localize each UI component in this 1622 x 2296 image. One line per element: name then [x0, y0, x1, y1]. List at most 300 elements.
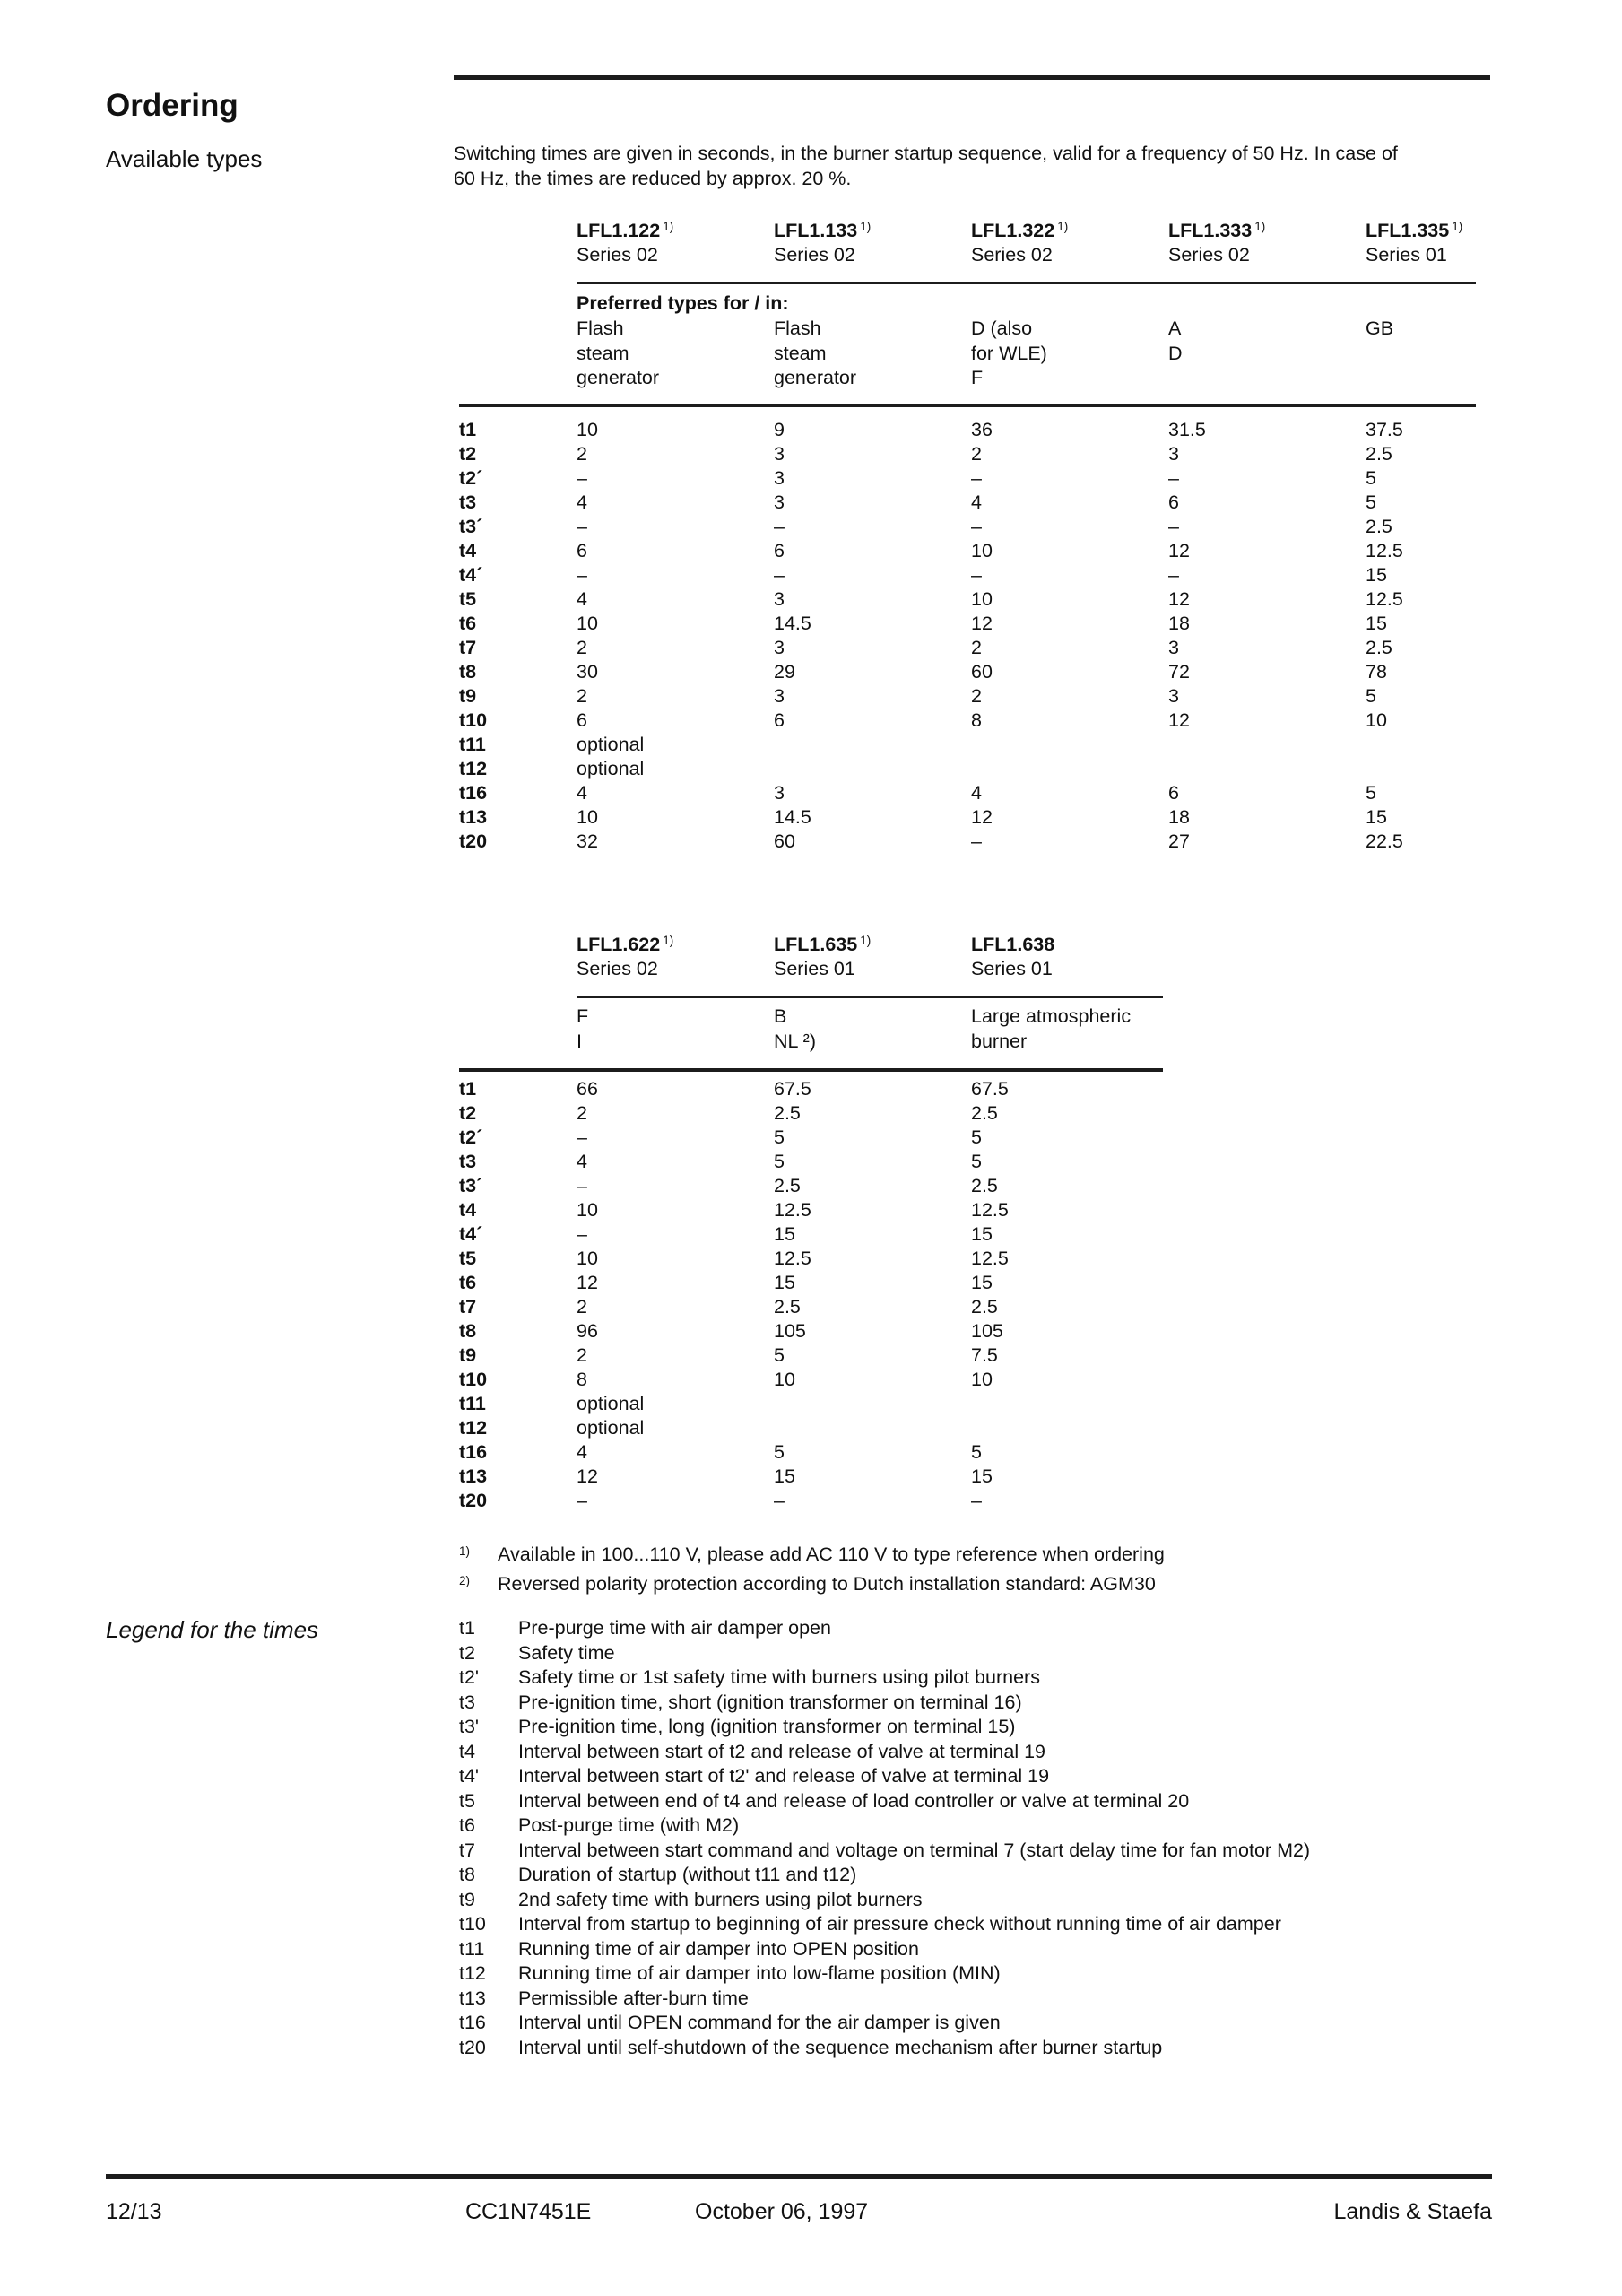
footer-document-reference: CC1N7451E — [465, 2199, 592, 2224]
table-row — [459, 709, 1589, 733]
cell-value: – — [577, 1490, 587, 1511]
cell-value: 3 — [774, 443, 785, 465]
preferred-types-cell — [1168, 317, 1366, 391]
cell-value: 2.5 — [774, 1296, 801, 1318]
preferred-line: F — [577, 1005, 589, 1027]
series-label: Series 02 — [577, 958, 658, 979]
series-label: Series 01 — [774, 958, 855, 979]
cell-value — [1168, 757, 1366, 781]
legend-item — [459, 1961, 1616, 1987]
table-row — [459, 612, 1589, 636]
cell-value: 12.5 — [971, 1248, 1009, 1269]
cell-value: 10 — [971, 588, 993, 610]
table-row — [459, 660, 1589, 684]
table-row — [459, 1368, 1589, 1392]
legend-text: Interval until self-shutdown of the sequence mechanism after burner startup — [518, 2036, 1163, 2058]
cell-value: 15 — [1366, 564, 1387, 586]
cell-value: 15 — [971, 1465, 993, 1487]
table-row — [459, 636, 1589, 660]
cell-value: 3 — [1168, 685, 1179, 707]
series-label: Series 01 — [971, 958, 1053, 979]
column-header — [971, 933, 1168, 959]
legend-text: Duration of startup (without t11 and t12) — [518, 1864, 857, 1885]
row-label: t11 — [459, 1393, 486, 1414]
preferred-line: I — [577, 1030, 582, 1052]
cell-value: 15 — [774, 1272, 795, 1293]
cell-value: 5 — [971, 1151, 982, 1172]
cell-value: 3 — [774, 491, 785, 513]
table-header-row — [459, 219, 1589, 245]
preferred-types-cell — [1366, 317, 1563, 391]
row-label: t5 — [459, 588, 477, 610]
row-label: t3 — [459, 491, 477, 513]
table-row — [459, 1440, 1589, 1465]
preferred-line: D (also — [971, 317, 1033, 339]
cell-value: 5 — [1366, 782, 1376, 804]
cell-value — [1366, 733, 1563, 757]
cell-value: 4 — [577, 1441, 587, 1463]
model-name: LFL1.335 — [1366, 220, 1450, 241]
preferred-line: Flash — [774, 317, 821, 339]
header-spacer — [459, 933, 577, 959]
cell-value — [774, 733, 971, 757]
cell-value: 78 — [1366, 661, 1387, 683]
legend-key: t3 — [459, 1691, 475, 1713]
table-header-row — [459, 933, 1589, 959]
footnote — [459, 1570, 1535, 1600]
row-label: t8 — [459, 1320, 477, 1342]
table-heavy-divider — [459, 1068, 1163, 1072]
series-label: Series 02 — [1168, 244, 1250, 265]
cell-value: – — [774, 1490, 785, 1511]
row-label: t13 — [459, 806, 488, 828]
preferred-line: burner — [971, 1030, 1028, 1052]
cell-value: 4 — [577, 782, 587, 804]
cell-value: 12.5 — [1366, 540, 1403, 561]
cell-value — [1366, 757, 1563, 781]
cell-value: 8 — [971, 709, 982, 731]
cell-value: 2.5 — [1366, 516, 1392, 537]
cell-value: 3 — [1168, 443, 1179, 465]
legend-text: Interval between start of t2' and release of valve at terminal 19 — [518, 1765, 1050, 1787]
model-name: LFL1.122 — [577, 220, 661, 241]
legend-item — [459, 1641, 1616, 1666]
cell-value — [971, 757, 1168, 781]
cell-value: 8 — [577, 1369, 587, 1390]
cell-value: 4 — [971, 491, 982, 513]
intro-paragraph — [454, 142, 1512, 191]
row-label: t7 — [459, 637, 477, 658]
table-row — [459, 539, 1589, 563]
cell-value: 15 — [774, 1465, 795, 1487]
footnotes — [459, 1541, 1535, 1600]
table-row — [459, 442, 1589, 466]
cell-value: 6 — [1168, 491, 1179, 513]
preferred-line: generator — [774, 367, 857, 388]
legend-key: t10 — [459, 1913, 486, 1935]
cell-value: 2.5 — [1366, 443, 1392, 465]
cell-value: 96 — [577, 1320, 598, 1342]
model-name: LFL1.635 — [774, 934, 858, 955]
cell-value: 6 — [577, 540, 587, 561]
cell-value: 3 — [774, 588, 785, 610]
footer-company-name: Landis & Staefa — [1333, 2199, 1492, 2224]
row-label: t10 — [459, 709, 488, 731]
cell-value: optional — [577, 1393, 645, 1414]
row-label: t3´ — [459, 1175, 483, 1196]
cell-value: 67.5 — [971, 1078, 1009, 1100]
row-label: t20 — [459, 831, 488, 852]
cell-value: 12 — [577, 1272, 598, 1293]
row-label: t16 — [459, 1441, 488, 1463]
legend-text: Interval between start of t2 and release of valve at terminal 19 — [518, 1740, 1045, 1762]
table-row — [459, 1344, 1589, 1368]
cell-value: 10 — [577, 1199, 598, 1221]
series-row — [459, 243, 1589, 267]
table-row — [459, 587, 1589, 612]
footnote-ref: 1) — [1254, 220, 1266, 233]
row-label: t2´ — [459, 467, 483, 489]
cell-value: 4 — [971, 782, 982, 804]
table-row — [459, 781, 1589, 805]
preferred-line: steam — [774, 342, 827, 364]
table-row — [459, 733, 1589, 757]
cell-value: 37.5 — [1366, 419, 1403, 440]
cell-value: 5 — [1366, 467, 1376, 489]
row-label: t1 — [459, 419, 477, 440]
cell-value: 3 — [774, 467, 785, 489]
table-row — [459, 515, 1589, 539]
table-divider — [577, 996, 1163, 998]
intro-line: Switching times are given in seconds, in the burner startup sequence, valid for a frequency of 50 Hz. In case of — [454, 143, 1398, 164]
preferred-types-row — [459, 317, 1589, 391]
cell-value: 12.5 — [774, 1248, 811, 1269]
legend-key: t3' — [459, 1716, 480, 1737]
footnote-ref: 1) — [1452, 220, 1463, 233]
legend-item — [459, 2011, 1616, 2036]
column-header — [1366, 219, 1563, 245]
cell-value: 12.5 — [774, 1199, 811, 1221]
cell-value — [971, 1416, 1168, 1440]
table-row — [459, 1271, 1589, 1295]
legend-item — [459, 1789, 1616, 1814]
cell-value — [971, 733, 1168, 757]
cell-value: 15 — [1366, 613, 1387, 634]
column-header — [774, 933, 971, 959]
row-label: t9 — [459, 1344, 477, 1366]
cell-value: 6 — [774, 709, 785, 731]
cell-value: 15 — [971, 1223, 993, 1245]
legend-key: t4' — [459, 1765, 480, 1787]
cell-value: 12 — [1168, 588, 1190, 610]
cell-value: – — [774, 516, 785, 537]
row-label: t20 — [459, 1490, 488, 1511]
footnote-ref: 1) — [1057, 220, 1069, 233]
table-row — [459, 1319, 1589, 1344]
cell-value: 5 — [774, 1344, 785, 1366]
table-row — [459, 1150, 1589, 1174]
cell-value: 2.5 — [971, 1102, 998, 1124]
row-label: t9 — [459, 685, 477, 707]
cell-value: 12.5 — [1366, 588, 1403, 610]
legend-text: Pre-purge time with air damper open — [518, 1617, 831, 1639]
cell-value: – — [1168, 467, 1179, 489]
section-label-available-types: Available types — [106, 145, 263, 172]
table-heavy-divider — [459, 404, 1476, 407]
column-header — [1168, 219, 1366, 245]
series-label: Series 02 — [971, 244, 1053, 265]
row-label: t16 — [459, 782, 488, 804]
cell-value: 10 — [577, 419, 598, 440]
preferred-types-cell — [971, 317, 1168, 391]
row-label: t2 — [459, 1102, 477, 1124]
cell-value: 2.5 — [1366, 637, 1392, 658]
legend-key: t7 — [459, 1839, 475, 1861]
footnote-text: Reversed polarity protection according to Dutch installation standard: AGM30 — [498, 1573, 1156, 1595]
legend-key: t12 — [459, 1962, 486, 1984]
cell-value: 5 — [774, 1126, 785, 1148]
legend-text: Permissible after-burn time — [518, 1987, 749, 2009]
series-label: Series 02 — [577, 244, 658, 265]
column-header — [577, 933, 774, 959]
cell-value: 4 — [577, 588, 587, 610]
cell-value: 12.5 — [971, 1199, 1009, 1221]
cell-value: 66 — [577, 1078, 598, 1100]
series-label: Series 01 — [1366, 244, 1447, 265]
cell-value: 3 — [774, 782, 785, 804]
cell-value: 2 — [577, 1296, 587, 1318]
row-label: t12 — [459, 1417, 488, 1439]
cell-value: 5 — [971, 1441, 982, 1463]
cell-value — [774, 1392, 971, 1416]
cell-value: 9 — [774, 419, 785, 440]
legend-text: Running time of air damper into OPEN position — [518, 1937, 919, 1960]
table-body — [459, 1077, 1589, 1513]
cell-value: 12 — [1168, 709, 1190, 731]
header-spacer — [459, 957, 577, 981]
legend-label: Legend for the times — [106, 1616, 319, 1643]
footnote — [459, 1541, 1535, 1570]
column-header — [577, 219, 774, 245]
legend-key: t16 — [459, 2012, 486, 2033]
cell-value: – — [971, 467, 982, 489]
preferred-types-header: Preferred types for / in: — [577, 292, 789, 314]
cell-value: 30 — [577, 661, 598, 683]
header-spacer — [459, 317, 577, 391]
footnote-marker-text: 2) — [459, 1574, 471, 1587]
cell-value: 22.5 — [1366, 831, 1403, 852]
column-header — [971, 219, 1168, 245]
cell-value: 14.5 — [774, 613, 811, 634]
cell-value: 36 — [971, 419, 993, 440]
legend-key: t13 — [459, 1987, 486, 2009]
cell-value: 12 — [1168, 540, 1190, 561]
legend-key: t11 — [459, 1937, 485, 1960]
cell-value: 2 — [577, 443, 587, 465]
cell-value: 2.5 — [774, 1102, 801, 1124]
switching-times-table-1 — [459, 219, 1589, 865]
legend-key: t8 — [459, 1864, 475, 1885]
cell-value: 6 — [774, 540, 785, 561]
cell-value: 10 — [971, 1369, 993, 1390]
legend-item — [459, 1888, 1616, 1913]
legend-key: t5 — [459, 1789, 475, 1812]
header-rule — [454, 75, 1490, 80]
preferred-line: GB — [1366, 317, 1394, 339]
cell-value: 2 — [971, 637, 982, 658]
legend-text: Running time of air damper into low-flame position (MIN) — [518, 1962, 1001, 1984]
cell-value: 10 — [577, 806, 598, 828]
row-label: t1 — [459, 1078, 477, 1100]
cell-value: 10 — [971, 540, 993, 561]
table-row — [459, 1198, 1589, 1222]
legend-item — [459, 1937, 1616, 1962]
model-name: LFL1.133 — [774, 220, 858, 241]
legend-text: Pre-ignition time, short (ignition transformer on terminal 16) — [518, 1691, 1022, 1713]
preferred-types-cell — [971, 1004, 1168, 1054]
footnote-ref: 1) — [663, 934, 674, 947]
header-spacer — [459, 243, 577, 267]
legend-key: t9 — [459, 1888, 475, 1910]
cell-value: 2 — [971, 685, 982, 707]
cell-value: optional — [577, 734, 645, 755]
legend-list — [459, 1616, 1616, 2060]
series-row — [459, 957, 1589, 981]
cell-value: 72 — [1168, 661, 1190, 683]
cell-value: 32 — [577, 831, 598, 852]
cell-value: 2 — [577, 685, 587, 707]
table-row — [459, 1247, 1589, 1271]
row-label: t2 — [459, 443, 477, 465]
cell-value: 5 — [1366, 685, 1376, 707]
cell-value: 105 — [971, 1320, 1003, 1342]
cell-value: 12 — [577, 1465, 598, 1487]
footer-page-number: 12/13 — [106, 2199, 162, 2224]
legend-text: Post-purge time (with M2) — [518, 1814, 740, 1836]
table-row — [459, 466, 1589, 491]
legend-text: Interval between start command and voltage on terminal 7 (start delay time for fan motor M2) — [518, 1839, 1311, 1861]
legend-key: t2 — [459, 1641, 475, 1664]
cell-value: 5 — [1366, 491, 1376, 513]
cell-value: – — [577, 1175, 587, 1196]
preferred-line: NL ²) — [774, 1030, 816, 1052]
cell-value: 14.5 — [774, 806, 811, 828]
cell-value: 105 — [774, 1320, 806, 1342]
row-label: t3 — [459, 1151, 477, 1172]
row-label: t4 — [459, 540, 477, 561]
cell-value: 27 — [1168, 831, 1190, 852]
cell-value: 4 — [577, 491, 587, 513]
preferred-types-cell — [577, 317, 774, 391]
model-name: LFL1.322 — [971, 220, 1055, 241]
preferred-line: generator — [577, 367, 660, 388]
footnote-marker — [459, 1570, 498, 1600]
header-spacer — [459, 219, 577, 245]
legend-text: Pre-ignition time, long (ignition transformer on terminal 15) — [518, 1716, 1016, 1737]
legend-item — [459, 1764, 1616, 1789]
cell-value: 18 — [1168, 613, 1190, 634]
footnote-ref: 1) — [860, 934, 872, 947]
cell-value: 5 — [971, 1126, 982, 1148]
cell-value: 15 — [1366, 806, 1387, 828]
cell-value: 60 — [774, 831, 795, 852]
legend-text: Safety time or 1st safety time with burners using pilot burners — [518, 1666, 1040, 1688]
preferred-types-cell — [774, 317, 971, 391]
table-row — [459, 830, 1589, 854]
cell-value: 2 — [971, 443, 982, 465]
cell-value: 10 — [1366, 709, 1387, 731]
footnote-ref: 1) — [860, 220, 872, 233]
preferred-line: Large atmospheric — [971, 1005, 1132, 1027]
cell-value: 31.5 — [1168, 419, 1206, 440]
page-title: Ordering — [106, 88, 239, 123]
cell-value: 2.5 — [971, 1296, 998, 1318]
preferred-line: B — [774, 1005, 787, 1027]
table-row — [459, 1416, 1589, 1440]
cell-value: 2 — [577, 1344, 587, 1366]
preferred-types-cell — [577, 1004, 774, 1054]
table-row — [459, 1126, 1589, 1150]
legend-item — [459, 1863, 1616, 1888]
row-label: t4´ — [459, 1223, 483, 1245]
cell-value: 4 — [577, 1151, 587, 1172]
model-name: LFL1.622 — [577, 934, 661, 955]
legend-item — [459, 1839, 1616, 1864]
table-row — [459, 1222, 1589, 1247]
legend-key: t2' — [459, 1666, 480, 1688]
cell-value: 2.5 — [774, 1175, 801, 1196]
cell-value: 15 — [971, 1272, 993, 1293]
row-label: t4 — [459, 1199, 477, 1221]
preferred-line: steam — [577, 342, 629, 364]
column-header — [774, 219, 971, 245]
row-label: t13 — [459, 1465, 488, 1487]
legend-key: t1 — [459, 1617, 475, 1639]
preferred-line: D — [1168, 342, 1183, 364]
row-label: t10 — [459, 1369, 488, 1390]
legend-text: Interval from startup to beginning of air pressure check without running time of air damper — [518, 1913, 1281, 1935]
table-body — [459, 418, 1589, 854]
table-row — [459, 1465, 1589, 1489]
legend-text: Safety time — [518, 1641, 615, 1664]
cell-value — [774, 1416, 971, 1440]
legend-item — [459, 1691, 1616, 1716]
table-row — [459, 1392, 1589, 1416]
cell-value: – — [774, 564, 785, 586]
row-label: t4´ — [459, 564, 483, 586]
cell-value: 2.5 — [971, 1175, 998, 1196]
legend-item — [459, 1665, 1616, 1691]
model-name: LFL1.333 — [1168, 220, 1253, 241]
table-row — [459, 1174, 1589, 1198]
cell-value: 2 — [577, 637, 587, 658]
cell-value: 67.5 — [774, 1078, 811, 1100]
table-row — [459, 1077, 1589, 1101]
cell-value: – — [577, 1126, 587, 1148]
cell-value: 29 — [774, 661, 795, 683]
legend-text: Interval between end of t4 and release of load controller or valve at terminal 20 — [518, 1789, 1190, 1812]
model-name: LFL1.638 — [971, 934, 1055, 955]
table-row — [459, 1295, 1589, 1319]
preferred-types-cell — [774, 1004, 971, 1054]
legend-text: 2nd safety time with burners using pilot burners — [518, 1888, 923, 1910]
cell-value: – — [577, 564, 587, 586]
cell-value: 3 — [774, 637, 785, 658]
cell-value — [971, 1392, 1168, 1416]
legend-key: t20 — [459, 2036, 486, 2058]
legend-text: Interval until OPEN command for the air damper is given — [518, 2012, 1001, 2033]
table-row — [459, 563, 1589, 587]
